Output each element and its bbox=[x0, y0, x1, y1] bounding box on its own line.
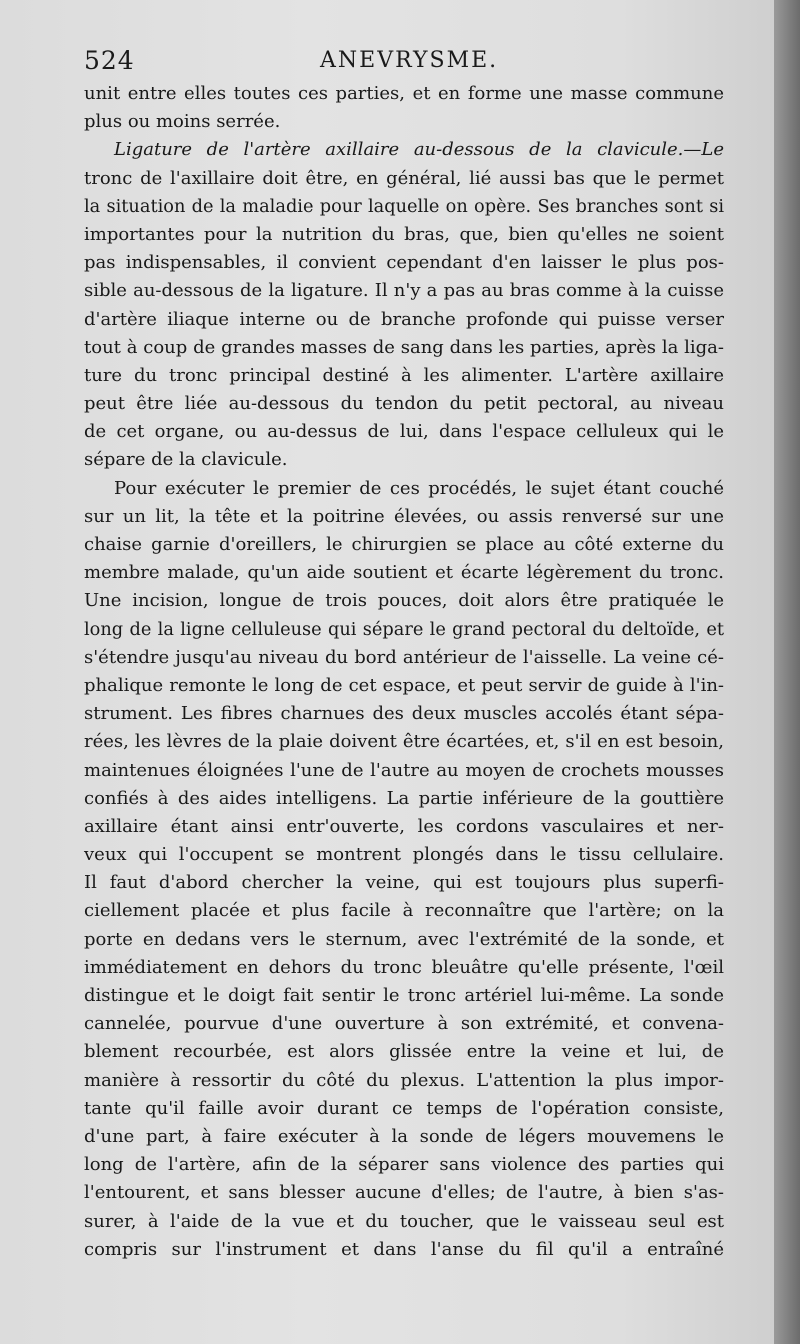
text-line: sur un lit, la tête et la poitrine élevées, ou assis renversé sur une bbox=[84, 505, 724, 527]
text-line: rées, les lèvres de la plaie doivent être écartées, et, s'il en est besoin, bbox=[84, 731, 724, 753]
text-line: sépare de la clavicule. bbox=[84, 449, 288, 471]
text-line: tante qu'il faille avoir durant ce temps de l'opération consiste, bbox=[84, 1097, 724, 1119]
text-line: porte en dedans vers le sternum, avec l'extrémité de la sonde, et bbox=[84, 928, 724, 950]
section-heading-line: Ligature de l'artère axillaire au-dessous de la clavicule.—Le bbox=[114, 139, 724, 161]
text-line: Pour exécuter le premier de ces procédés, le sujet étant couché bbox=[114, 477, 724, 499]
text-line: cannelée, pourvue d'une ouverture à son extrémité, et convena- bbox=[84, 1013, 724, 1035]
text-line: blement recourbée, est alors glissée entre la veine et lui, de bbox=[84, 1041, 724, 1063]
page-gutter-edge bbox=[774, 0, 800, 1344]
text-line: confiés à des aides intelligens. La partie inférieure de la gouttière bbox=[84, 787, 724, 809]
text-line: Une incision, longue de trois pouces, doit alors être pratiquée le bbox=[84, 590, 724, 612]
text-line: s'étendre jusqu'au niveau du bord antérieur de l'aisselle. La veine cé- bbox=[84, 646, 724, 668]
running-title: ANEVRYSME. bbox=[320, 48, 499, 73]
text-line: l'entourent, et sans blesser aucune d'elles; de l'autre, à bien s'as- bbox=[84, 1182, 724, 1204]
text-line: phalique remonte le long de cet espace, et peut servir de guide à l'in- bbox=[84, 674, 724, 696]
text-line: d'une part, à faire exécuter à la sonde de légers mouvemens le bbox=[84, 1125, 724, 1147]
text-line: plus ou moins serrée. bbox=[84, 111, 281, 133]
text-line: importantes pour la nutrition du bras, que, bien qu'elles ne soient bbox=[84, 223, 724, 245]
text-line: chaise garnie d'oreillers, le chirurgien se place au côté externe du bbox=[84, 534, 724, 555]
text-line: de cet organe, ou au-dessus de lui, dans l'espace celluleux qui le bbox=[84, 421, 724, 443]
text-line: strument. Les fibres charnues des deux muscles accolés étant sépa- bbox=[84, 703, 724, 725]
text-line: distingue et le doigt fait sentir le tronc artériel lui-même. La sonde bbox=[84, 985, 724, 1006]
text-line: peut être liée au-dessous du tendon du petit pectoral, au niveau bbox=[84, 393, 724, 415]
text-line: manière à ressortir du côté du plexus. L'attention la plus impor- bbox=[84, 1069, 724, 1091]
text-line: ciellement placée et plus facile à reconnaître que l'artère; on la bbox=[84, 900, 724, 922]
text-line: membre malade, qu'un aide soutient et écarte légèrement du tronc. bbox=[84, 562, 724, 584]
text-line: veux qui l'occupent se montrent plongés dans le tissu cellulaire. bbox=[84, 844, 724, 866]
body-text bbox=[84, 80, 724, 1264]
text-line: surer, à l'aide de la vue et du toucher, que le vaisseau seul est bbox=[84, 1210, 724, 1232]
text-line: la situation de la maladie pour laquelle on opère. Ses branches sont si bbox=[84, 196, 724, 217]
running-header bbox=[84, 44, 724, 80]
page-number: 524 bbox=[84, 46, 135, 75]
text-line: pas indispensables, il convient cependant d'en laisser le plus pos- bbox=[84, 252, 724, 274]
text-line: Il faut d'abord chercher la veine, qui est toujours plus superfi- bbox=[84, 872, 724, 894]
text-line: sible au-dessous de la ligature. Il n'y a pas au bras comme à la cuisse bbox=[84, 280, 724, 302]
text-line: long de la ligne celluleuse qui sépare le grand pectoral du deltoïde, et bbox=[84, 619, 724, 640]
text-line: tronc de l'axillaire doit être, en général, lié aussi bas que le permet bbox=[84, 167, 724, 189]
text-line: d'artère iliaque interne ou de branche profonde qui puisse verser bbox=[84, 308, 724, 330]
text-line: tout à coup de grandes masses de sang dans les parties, après la liga- bbox=[84, 336, 724, 358]
text-line: immédiatement en dehors du tronc bleuâtre qu'elle présente, l'œil bbox=[84, 956, 724, 978]
text-line: ture du tronc principal destiné à les alimenter. L'artère axillaire bbox=[84, 364, 724, 386]
text-line: long de l'artère, afin de la séparer sans violence des parties qui bbox=[84, 1154, 724, 1176]
text-line: maintenues éloignées l'une de l'autre au moyen de crochets mousses bbox=[84, 759, 724, 781]
text-line: unit entre elles toutes ces parties, et en forme une masse commune bbox=[84, 83, 724, 104]
text-line: axillaire étant ainsi entr'ouverte, les cordons vasculaires et ner- bbox=[84, 815, 724, 837]
text-line: compris sur l'instrument et dans l'anse du fil qu'il a entraîné bbox=[84, 1238, 724, 1260]
